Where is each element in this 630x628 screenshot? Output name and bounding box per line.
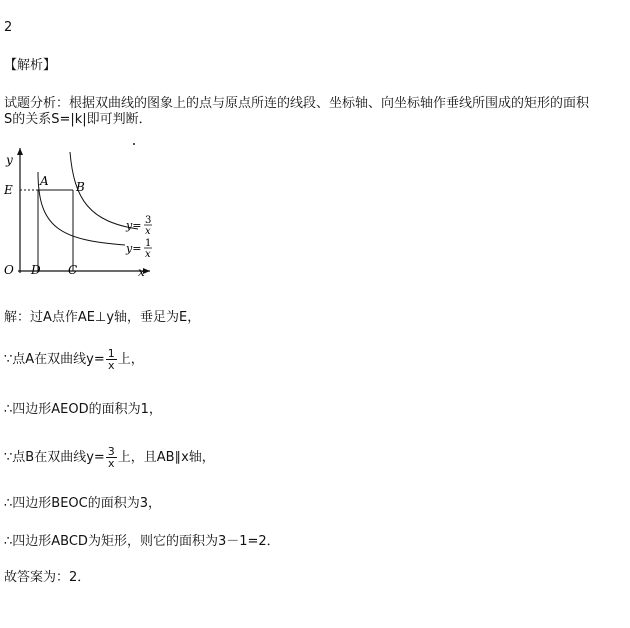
analysis-line-2: S的关系S=|k|即可判断． (4, 112, 152, 127)
curve-upper-den: x (145, 226, 151, 237)
step-2-num: 1 (107, 347, 115, 360)
step-4-post: 上，且AB∥x轴， (117, 450, 215, 465)
solution-step-4 (4, 446, 215, 469)
label-e: E (4, 183, 13, 197)
step-4-fraction (106, 446, 117, 469)
stray-dot (133, 143, 135, 145)
label-d: D (31, 263, 41, 277)
label-y: y (6, 153, 13, 167)
section-title: 【解析】 (4, 58, 57, 73)
step-2-post: 上， (117, 352, 144, 367)
label-x: x (138, 265, 145, 279)
y-axis-arrow (17, 148, 23, 155)
curve-upper-prefix: y= (126, 219, 142, 232)
step-4-pre: ∵点B在双曲线y= (4, 450, 105, 465)
answer-text: 2 (4, 20, 13, 35)
step-2-fraction (106, 348, 117, 371)
analysis-line-1: 试题分析：根据双曲线的图象上的点与原点所连的线段、坐标轴、向坐标轴作垂线所围成的矩形的面积 (4, 96, 590, 111)
step-4-den: x (106, 457, 117, 469)
step-4-num: 3 (107, 445, 115, 458)
solution-step-5: ∴四边形BEOC的面积为3， (4, 496, 161, 511)
solution-step-1: 解：过A点作AE⊥y轴，垂足为E， (4, 310, 201, 325)
solution-step-6: ∴四边形ABCD为矩形，则它的面积为3－1=2． (4, 534, 280, 549)
curve-lower-num: 1 (145, 238, 152, 249)
solution-step-3: ∴四边形AEOD的面积为1， (4, 402, 162, 417)
label-o: O (4, 263, 14, 277)
step-2-den: x (106, 359, 117, 371)
curve-upper-num: 3 (145, 215, 152, 226)
step-2-pre: ∵点A在双曲线y= (4, 352, 105, 367)
curve-lower-prefix: y= (126, 242, 142, 255)
solution-step-2 (4, 348, 144, 371)
solution-final: 故答案为：2． (4, 570, 91, 585)
hyperbola-figure (0, 140, 160, 285)
label-a: A (40, 174, 49, 188)
curve-lower-den: x (145, 249, 151, 260)
label-c: C (68, 263, 78, 277)
label-b: B (76, 180, 85, 194)
